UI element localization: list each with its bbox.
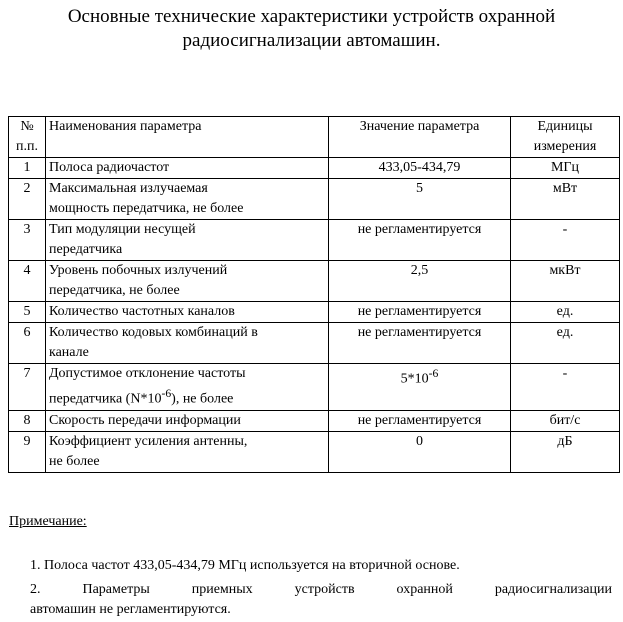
- row-parameter-name-line: мощность передатчика, не более: [49, 201, 244, 216]
- row-unit: МГц: [511, 158, 620, 179]
- note-item-2: [9, 580, 612, 620]
- row-parameter-name-line: Скорость передачи информации: [49, 412, 241, 428]
- row-parameter-value: не регламентируется: [329, 323, 511, 364]
- row-parameter-value: 0: [329, 431, 511, 472]
- row-unit: мкВт: [511, 261, 620, 302]
- row-parameter-name: [46, 261, 329, 302]
- spec-table: [8, 116, 620, 473]
- table-row: [9, 410, 620, 431]
- row-parameter-value: 2,5: [329, 261, 511, 302]
- row-parameter-name: [46, 431, 329, 472]
- row-unit: мВт: [511, 179, 620, 220]
- row-parameter-value: [329, 364, 511, 411]
- row-parameter-value: 433,05-434,79: [329, 158, 511, 179]
- header-unit-line-2: измерения: [533, 139, 597, 154]
- name-text-suffix: ), не более: [171, 391, 234, 407]
- row-unit: ед.: [511, 302, 620, 323]
- header-number-line-1: №: [20, 119, 34, 134]
- row-number: 1: [9, 158, 46, 179]
- row-parameter-name-line: Коэффициент усиления антенны,: [49, 433, 248, 449]
- table-row: [9, 179, 620, 220]
- row-parameter-name: [46, 220, 329, 261]
- table-row: [9, 158, 620, 179]
- table-row: [9, 220, 620, 261]
- row-parameter-name-line: [49, 384, 325, 410]
- table-row: [9, 261, 620, 302]
- name-text-prefix: передатчика (N*10: [49, 391, 162, 407]
- row-unit: дБ: [511, 431, 620, 472]
- row-number: 4: [9, 261, 46, 302]
- table-header-row: [9, 117, 620, 158]
- row-parameter-value: не регламентируется: [329, 410, 511, 431]
- document-title-line-1: Основные технические характеристики устройств охранной: [67, 6, 556, 27]
- exponent-superscript: -6: [161, 387, 172, 400]
- row-parameter-name-line: передатчика: [49, 242, 123, 257]
- row-parameter-name-line: не более: [49, 453, 100, 469]
- note-item-1: 1. Полоса частот 433,05-434,79 МГц используется на вторичной основе.: [30, 558, 460, 573]
- row-parameter-name-line: Количество кодовых комбинаций в: [49, 325, 258, 340]
- row-number: 6: [9, 323, 46, 364]
- row-parameter-value: 5: [329, 179, 511, 220]
- value-base: 5*10: [400, 371, 429, 387]
- header-unit-line-1: Единицы: [537, 119, 593, 134]
- table-row: [9, 323, 620, 364]
- row-number: 7: [9, 364, 46, 411]
- row-parameter-name: [46, 179, 329, 220]
- row-number: 8: [9, 410, 46, 431]
- exponent-superscript: -6: [428, 367, 439, 380]
- row-parameter-name: [46, 364, 329, 411]
- row-number: 3: [9, 220, 46, 261]
- row-parameter-name: [46, 158, 329, 179]
- row-parameter-name-line: Количество частотных каналов: [49, 304, 235, 319]
- row-unit: бит/с: [511, 410, 620, 431]
- document-title: [0, 5, 623, 53]
- document-title-line-2: радиосигнализации автомашин.: [182, 30, 441, 51]
- header-parameter-name: Наименования параметра: [46, 117, 329, 158]
- table-row: [9, 302, 620, 323]
- row-parameter-name: [46, 410, 329, 431]
- row-parameter-name-line: Максимальная излучаемая: [49, 181, 208, 196]
- header-parameter-value: Значение параметра: [329, 117, 511, 158]
- header-number-line-2: п.п.: [16, 139, 38, 154]
- header-unit: [511, 117, 620, 158]
- row-parameter-name-line: Тип модуляции несущей: [49, 222, 196, 237]
- row-parameter-name-line: канале: [49, 345, 89, 360]
- row-parameter-value: не регламентируется: [329, 302, 511, 323]
- note-item-2-line-1: 2. Параметры приемных устройств охранной радиосигнализации: [30, 582, 612, 597]
- row-parameter-name: [46, 323, 329, 364]
- table-row: [9, 364, 620, 411]
- note-item-2-line-2: автомашин не регламентируются.: [30, 602, 231, 617]
- row-unit: -: [511, 364, 620, 411]
- table-row: [9, 431, 620, 472]
- row-number: 5: [9, 302, 46, 323]
- row-unit: ед.: [511, 323, 620, 364]
- row-unit: -: [511, 220, 620, 261]
- row-parameter-name: [46, 302, 329, 323]
- row-parameter-value: не регламентируется: [329, 220, 511, 261]
- row-parameter-name-line: Уровень побочных излучений: [49, 263, 228, 278]
- row-parameter-name-line: Полоса радиочастот: [49, 160, 170, 175]
- header-number: [9, 117, 46, 158]
- notes-heading: Примечание:: [9, 514, 87, 529]
- row-number: 9: [9, 431, 46, 472]
- row-parameter-name-line: передатчика, не более: [49, 283, 180, 298]
- row-parameter-name-line: Допустимое отклонение частоты: [49, 366, 246, 381]
- row-number: 2: [9, 179, 46, 220]
